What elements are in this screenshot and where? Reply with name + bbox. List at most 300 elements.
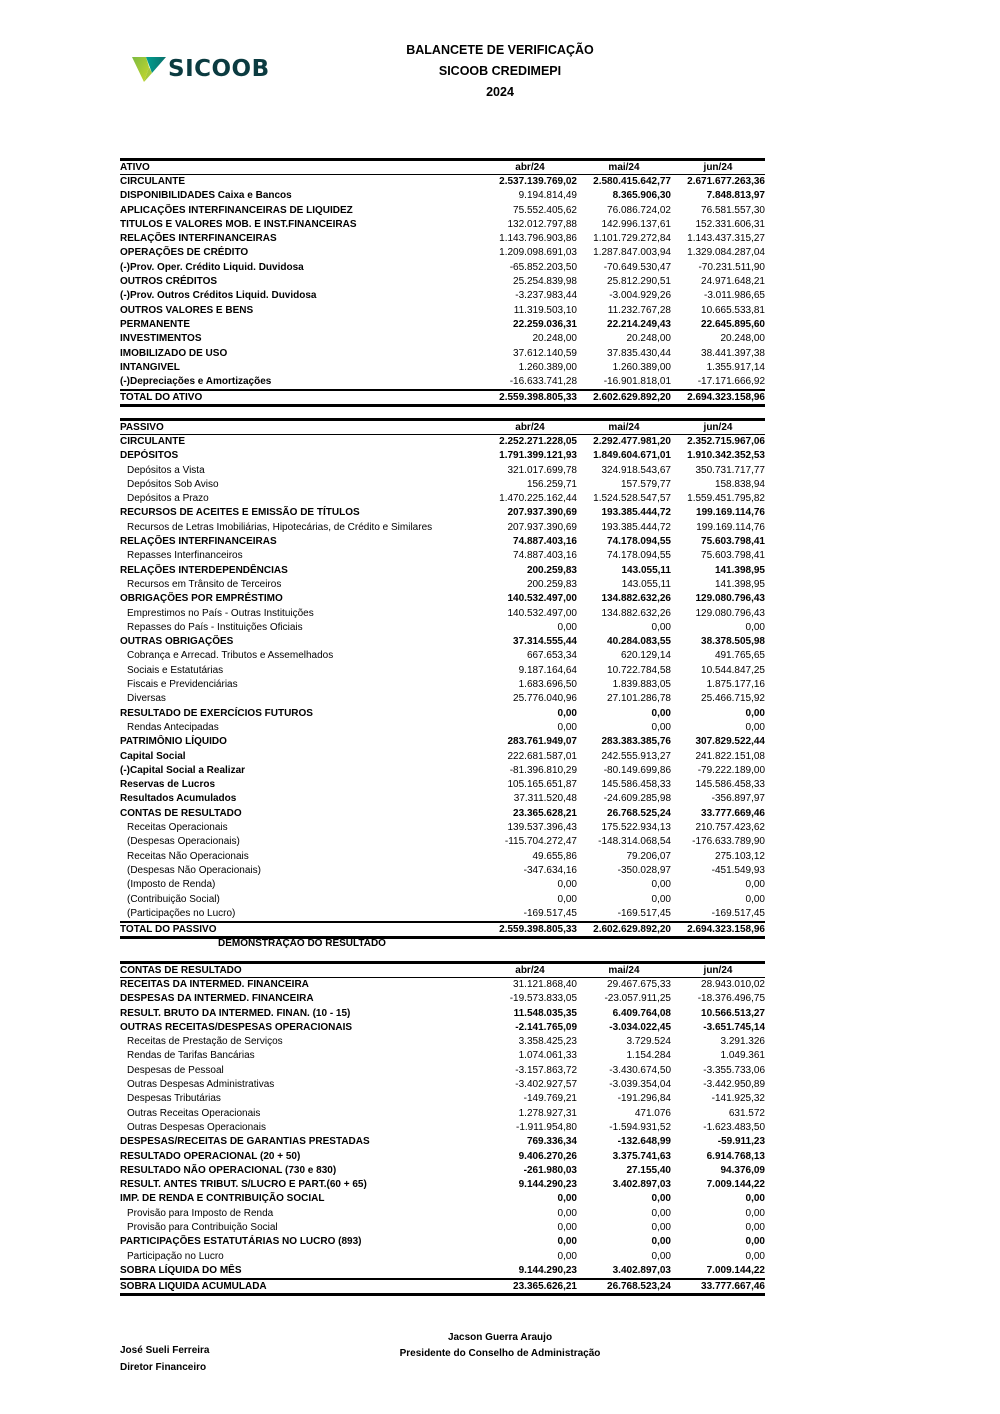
row-value: -191.296,84 [617,1093,671,1105]
row-label: APLICAÇÕES INTERFINANCEIRAS DE LIQUIDEZ [120,204,353,216]
row-value: 175.522.934,13 [601,822,671,834]
row-label: Recursos de Letras Imobiliárias, Hipotecárias, de Crédito e Similares [127,521,433,533]
table-row [120,635,765,649]
total-value: 23.365.626,21 [513,1281,577,1293]
column-header-1: mai/24 [608,162,640,173]
row-value: 75.603.798,41 [701,536,765,548]
total-value: 26.768.523,24 [607,1281,671,1293]
row-label: PATRIMÔNIO LÍQUIDO [120,736,227,748]
row-value: 1.260.389,00 [518,361,577,373]
row-value: 0,00 [651,1222,671,1234]
row-label: (-)Depreciações e Amortizações [120,376,272,388]
signature-center-role: Presidente do Conselho de Administração [399,1348,601,1359]
total-label: TOTAL DO PASSIVO [120,924,217,936]
table-row [120,578,765,592]
signature-financial-director [120,1342,210,1376]
table-row [120,864,765,878]
row-label: Repasses Interfinanceiros [127,550,243,562]
row-value: -70.649.530,47 [603,261,671,273]
row-value: 152.331.606,31 [695,218,765,230]
total-row [120,1278,765,1296]
row-label: Depósitos Sob Aviso [127,478,219,490]
row-value: -115.704.272,47 [504,836,577,848]
row-value: 350.731.717,77 [695,464,765,476]
table-row [120,750,765,764]
row-label: RESULTADO DE EXERCÍCIOS FUTUROS [120,707,313,719]
column-header-0: abr/24 [515,162,545,173]
table-row [120,435,765,449]
row-value: 74.887.403,16 [513,536,577,548]
row-value: -350.028,97 [617,864,671,876]
row-value: 132.012.797,88 [507,218,577,230]
row-value: 1.287.847.003,94 [593,247,671,259]
row-value: 29.467.675,33 [607,979,671,990]
row-value: 620.129,14 [620,650,671,662]
table-row [120,978,765,992]
row-value: -3.157.863,72 [515,1064,577,1076]
row-value: 94.376,09 [720,1164,765,1176]
row-label: Outras Despesas Operacionais [127,1121,266,1133]
row-value: 24.971.648,21 [701,276,765,288]
signature-left-name: José Sueli Ferreira [120,1345,210,1356]
row-value: 134.882.632,26 [601,607,671,619]
row-value: 0,00 [745,707,765,719]
row-value: 0,00 [651,1250,671,1262]
row-label: (-)Prov. Outros Créditos Liquid. Duvidosa [120,290,317,302]
table-row [120,835,765,849]
row-value: 242.555.913,27 [601,750,671,762]
row-value: 222.681.587,01 [507,750,577,762]
row-value: 275.103,12 [714,850,765,862]
row-value: 105.165.651,87 [507,779,577,791]
row-value: 193.385.444,72 [601,507,671,519]
row-value: 0,00 [557,1236,577,1248]
table-row [120,735,765,749]
table-row [120,907,765,921]
row-label: INTANGIVEL [120,361,180,373]
row-value: 3.358.425,23 [518,1036,577,1048]
row-value: 0,00 [651,721,671,733]
signature-center-name: Jacson Guerra Araujo [447,1332,553,1343]
row-value: 157.579,77 [620,478,671,490]
row-label: (Despesas Não Operacionais) [127,864,261,876]
table-header-label: ATIVO [120,162,150,173]
table-row [120,564,765,578]
table-row [120,1235,765,1249]
row-value: 3.729.524 [626,1036,671,1048]
row-value: 1.524.528.547,57 [593,493,671,505]
row-label: RELAÇÕES INTERFINANCEIRAS [120,536,277,548]
row-value: 0,00 [745,1193,765,1205]
row-value: -169.517,45 [711,907,765,919]
row-label: CIRCULANTE [120,436,185,447]
row-label: INVESTIMENTOS [120,333,202,345]
row-value: 7.848.813,97 [706,190,765,202]
table-row [120,1150,765,1164]
table-row [120,764,765,778]
table-row [120,850,765,864]
row-label: OUTRAS OBRIGAÇÕES [120,636,234,648]
row-value: 0,00 [745,721,765,733]
row-value: -169.517,45 [617,907,671,919]
row-value: 6.914.768,13 [706,1150,765,1162]
table-row [120,492,765,506]
row-value: 143.055,11 [621,564,671,576]
row-value: 40.284.083,55 [607,636,671,648]
total-value: 2.694.323.158,96 [687,924,765,936]
row-value: -132.648,99 [617,1136,671,1148]
row-value: -79.222.189,00 [697,764,765,776]
row-value: 134.882.632,26 [601,593,671,605]
row-value: 0,00 [745,1207,765,1219]
row-value: 0,00 [557,1250,577,1262]
row-label: Diversas [127,693,166,705]
row-value: 11.548.035,35 [513,1007,577,1019]
row-value: 38.441.397,38 [701,347,765,359]
row-value: 74.178.094,55 [607,536,671,548]
row-value: 75.552.405,62 [513,204,577,216]
table-row [120,807,765,821]
row-value: 26.768.525,24 [607,807,671,819]
row-value: 1.049.361 [720,1050,765,1062]
row-label: (Participações no Lucro) [127,907,236,919]
column-header-2: jun/24 [703,965,733,976]
row-value: 0,00 [557,1207,577,1219]
total-value: 2.602.629.892,20 [593,924,671,936]
row-value: 22.214.249,43 [607,318,671,330]
column-header-0: abr/24 [515,965,545,976]
row-value: -3.011.986,65 [704,290,765,302]
row-value: 33.777.669,46 [701,807,765,819]
row-label: Reservas de Lucros [120,779,216,791]
row-label: CIRCULANTE [120,176,185,187]
row-value: 2.671.677.263,36 [687,176,765,187]
row-value: 1.355.917,14 [706,361,765,373]
row-value: 2.292.477.981,20 [593,436,671,447]
row-value: 1.143.796.903,86 [499,233,577,245]
row-value: 3.402.897,03 [612,1264,671,1276]
row-value: 1.329.084.287,04 [687,247,765,259]
table-row [120,478,765,492]
row-label: RECURSOS DE ACEITES E EMISSÃO DE TÍTULOS [120,507,360,519]
table-row [120,878,765,892]
row-label: Depósitos a Vista [127,464,205,476]
row-label: IMOBILIZADO DE USO [120,347,228,359]
row-value: 200.259,83 [526,578,577,590]
row-value: 7.009.144,22 [706,1179,765,1191]
row-value: 321.017.699,78 [507,464,577,476]
row-value: -356.897,97 [711,793,765,805]
row-value: 129.080.796,43 [695,607,765,619]
document-title [300,40,700,103]
row-value: 1.143.437.315,27 [687,233,765,245]
row-value: 1.278.927,31 [518,1107,577,1119]
table-row [120,1078,765,1092]
row-value: 491.765,65 [714,650,765,662]
row-label: RELAÇÕES INTERFINANCEIRAS [120,233,277,245]
row-value: 31.121.868,40 [513,979,577,990]
total-value: 33.777.667,46 [701,1281,765,1293]
row-value: 3.402.897,03 [612,1179,671,1191]
row-label: RESULT. BRUTO DA INTERMED. FINAN. (10 - 15) [120,1007,351,1019]
table-header-row [120,418,765,435]
row-value: 1.260.389,00 [612,361,671,373]
total-label: SOBRA LIQUIDA ACUMULADA [120,1281,267,1293]
row-value: 307.829.522,44 [695,736,765,748]
row-value: 199.169.114,76 [696,521,765,533]
row-value: 1.074.061,33 [518,1050,577,1062]
row-value: 0,00 [745,1250,765,1262]
row-value: 0,00 [651,1207,671,1219]
row-label: Despesas Tributárias [127,1093,221,1105]
table-row [120,649,765,663]
row-label: CONTAS DE RESULTADO [120,807,242,819]
column-header-0: abr/24 [515,422,545,433]
row-label: OUTROS VALORES E BENS [120,304,254,316]
row-value: 0,00 [651,893,671,905]
row-label: Outras Receitas Operacionais [127,1107,261,1119]
table-row [120,361,765,375]
row-value: 0,00 [651,879,671,891]
row-value: 1.839.883,05 [612,679,671,691]
row-value: -70.231.511,90 [698,261,765,273]
row-value: 27.155,40 [626,1164,671,1176]
row-value: 75.603.798,41 [701,550,765,562]
row-value: -141.925,32 [711,1093,765,1105]
table-row [120,592,765,606]
table-row [120,304,765,318]
table-row [120,506,765,520]
signature-board-president [370,1330,630,1362]
total-value: 2.559.398.805,33 [499,924,577,936]
table-row [120,1135,765,1149]
column-header-1: mai/24 [608,965,640,976]
row-value: 0,00 [557,1222,577,1234]
row-label: Capital Social [120,750,186,762]
row-label: Recursos em Trânsito de Terceiros [127,578,282,590]
table-row [120,375,765,389]
row-value: 37.612.140,59 [513,347,577,359]
title-line-1: BALANCETE DE VERIFICAÇÃO [406,43,594,57]
row-value: -19.573.833,05 [509,993,577,1005]
row-value: -3.039.354,04 [609,1079,671,1091]
table-row [120,692,765,706]
row-value: 22.259.036,31 [513,318,577,330]
row-value: 2.252.271.228,05 [499,436,577,447]
table-row [120,535,765,549]
row-value: 7.009.144,22 [706,1264,765,1276]
table-header-row [120,961,765,978]
row-value: -176.633.789,90 [692,836,765,848]
column-header-1: mai/24 [608,422,640,433]
table-row [120,1092,765,1106]
row-value: 27.101.286,78 [607,693,671,705]
row-value: -3.004.929,26 [609,290,671,302]
row-value: 0,00 [557,893,577,905]
row-value: -23.057.911,25 [604,993,671,1005]
row-value: 20.248,00 [720,333,765,345]
row-value: 0,00 [745,621,765,633]
table-row [120,621,765,635]
logo-text: SICOOB [168,56,270,82]
table-header-label: PASSIVO [120,422,164,433]
row-label: Receitas de Prestação de Serviços [127,1036,283,1048]
table-row [120,549,765,563]
row-value: 631.572 [728,1107,765,1119]
row-value: 207.937.390,69 [507,521,577,533]
row-value: 9.144.290,23 [518,1264,577,1276]
row-value: -1.623.483,50 [703,1121,765,1133]
row-value: -24.609.285,98 [603,793,671,805]
table-row [120,347,765,361]
table-row [120,821,765,835]
column-header-2: jun/24 [703,162,733,173]
table-row [120,1264,765,1278]
row-value: 2.352.715.967,06 [687,436,765,447]
column-header-2: jun/24 [703,422,733,433]
row-value: -81.396.810,29 [509,764,577,776]
signature-left-role: Diretor Financeiro [120,1362,207,1373]
row-label: Depósitos a Prazo [127,493,209,505]
table-row [120,1178,765,1192]
row-value: -149.769,21 [523,1093,577,1105]
row-value: 140.532.497,00 [507,593,577,605]
row-value: 1.470.225.162,44 [499,493,577,505]
row-label: Cobrança e Arrecad. Tributos e Assemelhados [127,650,334,662]
table-row [120,1164,765,1178]
row-value: 1.101.729.272,84 [593,233,671,245]
table-row [120,218,765,232]
row-value: 38.378.505,98 [701,636,765,648]
row-value: 3.375.741,63 [612,1150,671,1162]
row-value: 1.209.098.691,03 [499,247,577,259]
row-value: 3.291.326 [720,1036,765,1048]
row-label: DESPESAS DA INTERMED. FINANCEIRA [120,993,314,1005]
row-value: 141.398,95 [714,578,765,590]
row-value: 193.385.444,72 [601,521,671,533]
table-row [120,664,765,678]
row-value: 145.586.458,33 [601,779,671,791]
row-value: 1.875.177,16 [706,679,765,691]
row-label: TITULOS E VALORES MOB. E INST.FINANCEIRAS [120,218,357,230]
row-value: 0,00 [745,1236,765,1248]
row-value: 10.722.784,58 [607,664,671,676]
row-label: Provisão para Contribuição Social [127,1222,278,1234]
table-row [120,607,765,621]
row-value: 37.311.520,48 [513,793,577,805]
table-row [120,1049,765,1063]
row-label: (Imposto de Renda) [127,879,216,891]
row-value: 1.849.604.671,01 [593,450,671,462]
row-value: -59.911,23 [717,1136,765,1148]
row-value: -3.430.674,50 [609,1064,671,1076]
title-line-2: SICOOB CREDIMEPI [438,64,562,78]
row-value: 140.532.497,00 [507,607,577,619]
total-value: 2.694.323.158,96 [687,392,765,404]
row-value: -3.442.950,89 [703,1079,765,1091]
row-value: 0,00 [651,1193,671,1205]
row-value: 10.544.847,25 [701,664,765,676]
row-value: 0,00 [745,1222,765,1234]
row-label: (-)Prov. Oper. Crédito Liquid. Duvidosa [120,261,304,273]
row-label: Fiscais e Previdenciárias [127,679,238,691]
row-label: Receitas Operacionais [127,822,228,834]
row-value: 0,00 [557,721,577,733]
table-row [120,1064,765,1078]
title-line-3: 2024 [486,85,514,99]
row-value: -3.651.745,14 [703,1021,765,1033]
row-label: Repasses do País - Instituições Oficiais [127,621,303,633]
total-row [120,921,765,939]
row-value: 129.080.796,43 [695,593,765,605]
table-row [120,289,765,303]
row-value: -451.549,93 [711,864,765,876]
row-value: -3.237.983,44 [515,290,577,302]
table-row [120,275,765,289]
sicoob-logo [132,54,270,84]
row-value: 0,00 [557,707,577,719]
row-value: 1.910.342.352,53 [687,450,765,462]
row-value: -169.517,45 [523,907,577,919]
row-value: 210.757.423,62 [695,822,765,834]
row-label: RESULT. ANTES TRIBUT. S/LUCRO E PART.(60 + 65) [120,1179,367,1191]
row-value: 10.665.533,81 [701,304,765,316]
row-value: 667.653,34 [526,650,577,662]
row-label: RECEITAS DA INTERMED. FINANCEIRA [120,979,309,990]
row-label: (-)Capital Social a Realizar [120,764,246,776]
dre-section-title: DEMONSTRAÇÃO DO RESULTADO [218,938,386,949]
table-row [120,1221,765,1235]
row-label: Receitas Não Operacionais [127,850,249,862]
passivo-table [120,418,765,939]
table-row [120,1021,765,1035]
row-label: OBRIGAÇÕES POR EMPRÉSTIMO [120,593,283,605]
row-label: (Despesas Operacionais) [127,836,240,848]
row-value: 207.937.390,69 [507,507,577,519]
row-value: 769.336,34 [526,1136,577,1148]
row-value: 25.466.715,92 [701,693,765,705]
row-label: Rendas Antecipadas [127,721,219,733]
row-value: 0,00 [557,621,577,633]
table-header-label: CONTAS DE RESULTADO [120,965,242,976]
row-value: 23.365.628,21 [513,807,577,819]
ativo-table [120,158,765,407]
row-value: 74.178.094,55 [607,550,671,562]
row-value: 156.259,71 [526,478,577,490]
row-value: 2.580.415.642,77 [593,176,671,187]
table-row [120,778,765,792]
row-value: 324.918.543,67 [601,464,671,476]
row-value: 8.365.906,30 [612,190,671,202]
row-value: 0,00 [651,1236,671,1248]
row-value: 9.144.290,23 [518,1179,577,1191]
table-row [120,992,765,1006]
row-label: OUTRAS RECEITAS/DESPESAS OPERACIONAIS [120,1021,353,1033]
table-row [120,175,765,189]
row-label: DESPESAS/RECEITAS DE GARANTIAS PRESTADAS [120,1136,370,1148]
row-label: RESULTADO NÃO OPERACIONAL (730 e 830) [120,1164,337,1176]
row-value: 139.537.396,43 [507,822,577,834]
row-value: 6.409.764,08 [612,1007,671,1019]
row-value: 283.383.385,76 [601,736,671,748]
row-label: RESULTADO OPERACIONAL (20 + 50) [120,1150,301,1162]
row-value: -2.141.765,09 [515,1021,577,1033]
table-row [120,449,765,463]
row-value: 200.259,83 [526,564,577,576]
row-value: 49.655,86 [532,850,577,862]
table-row [120,332,765,346]
table-header-row [120,158,765,175]
